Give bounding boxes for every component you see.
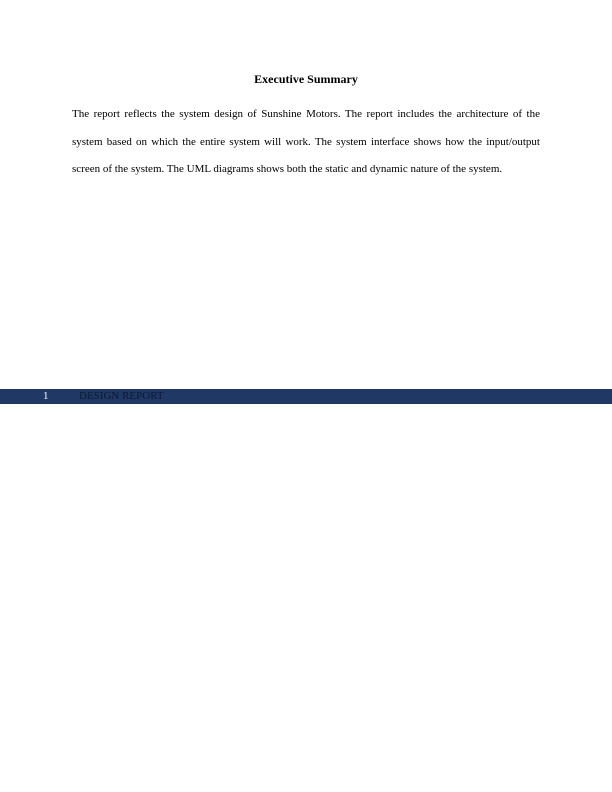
footer-title: DESIGN REPORT: [79, 390, 164, 402]
footer-band: [0, 389, 612, 404]
page-number: 1: [43, 390, 49, 402]
section-heading: Executive Summary: [254, 72, 358, 86]
executive-summary-paragraph: The report reflects the system design of Sunshine Motors. The report includes the architecture of the system based on which the entire system will work. The system interface shows how the input/output screen of the system. The UML diagrams shows both the static and dynamic nature of the system.: [72, 108, 540, 175]
